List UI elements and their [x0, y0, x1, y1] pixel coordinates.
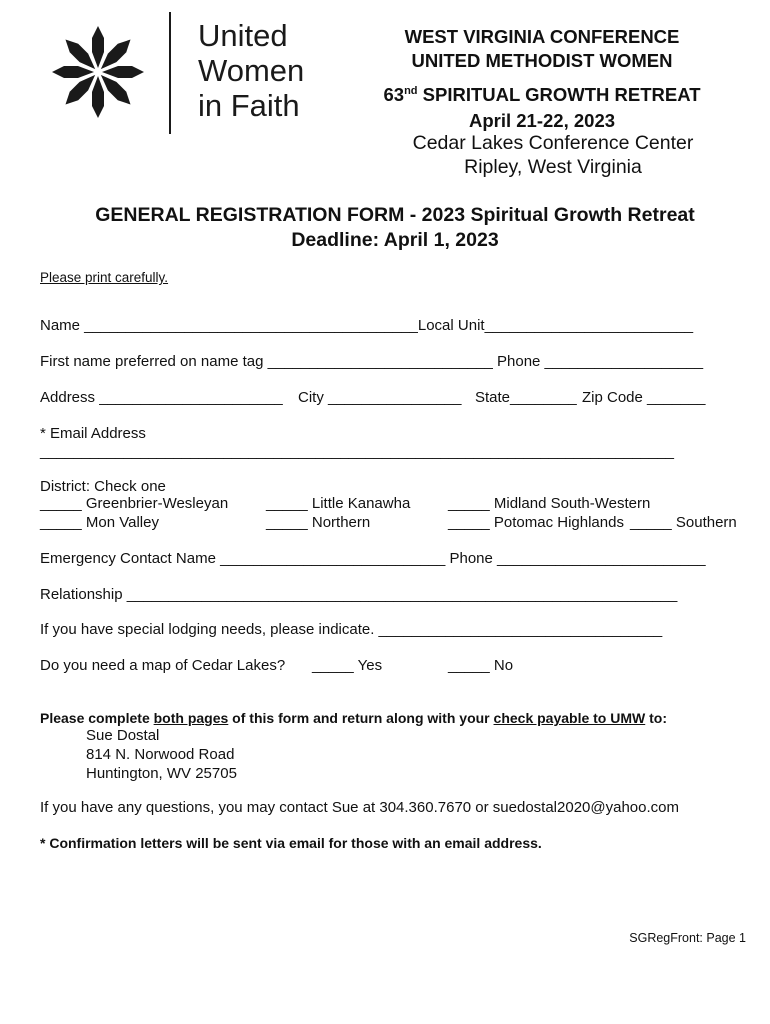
- form-deadline: Deadline: April 1, 2023: [291, 229, 499, 251]
- contact-info: If you have any questions, you may contact Sue at 304.360.7670 or suedostal2020@yahoo.com: [40, 799, 679, 816]
- return-text-2: of this form and return along with your: [228, 710, 494, 726]
- conference-name: WEST VIRGINIA CONFERENCE: [404, 26, 680, 47]
- return-instructions: [40, 710, 667, 726]
- email-label: * Email Address: [40, 425, 146, 442]
- logo-divider: [169, 12, 171, 134]
- district-option-mon-valley[interactable]: _____ Mon Valley: [40, 514, 159, 531]
- retreat-dates: April 21-22, 2023: [468, 110, 616, 131]
- page-footer: SGRegFront: Page 1: [629, 931, 746, 945]
- district-heading: District: Check one: [40, 478, 166, 495]
- return-text-3: to:: [645, 710, 667, 726]
- lodging-needs-field[interactable]: If you have special lodging needs, please indicate. __________________________________: [40, 621, 663, 638]
- map-yes-option[interactable]: _____ Yes: [312, 657, 383, 674]
- district-option-little-kanawha[interactable]: _____ Little Kanawha: [266, 495, 411, 512]
- district-option-southern[interactable]: _____ Southern: [630, 514, 737, 531]
- venue-name: Cedar Lakes Conference Center: [412, 132, 694, 154]
- organization-name: UNITED METHODIST WOMEN: [411, 50, 673, 71]
- relationship-field[interactable]: Relationship __________________________________________________________________: [40, 586, 678, 603]
- mailing-street: 814 N. Norwood Road: [86, 746, 235, 763]
- both-pages-emphasis: both pages: [153, 710, 229, 726]
- state-field[interactable]: State________: [475, 389, 577, 406]
- emergency-contact-field[interactable]: Emergency Contact Name ___________________________ Phone _________________________: [40, 550, 706, 567]
- map-question: Do you need a map of Cedar Lakes?: [40, 657, 286, 674]
- form-title: GENERAL REGISTRATION FORM - 2023 Spiritual Growth Retreat: [95, 204, 695, 226]
- name-tag-phone-field[interactable]: First name preferred on name tag ___________________________ Phone ___________________: [40, 353, 704, 370]
- zip-code-field[interactable]: Zip Code _______: [582, 389, 706, 406]
- name-local-unit-field[interactable]: Name ________________________________________Local Unit_________________________: [40, 317, 694, 334]
- retreat-name: [357, 84, 727, 106]
- city-field[interactable]: City ________________: [298, 389, 462, 406]
- logo-wordmark: [198, 18, 304, 123]
- logo-line-2: Women: [198, 53, 305, 88]
- logo-line-3: in Faith: [198, 88, 300, 123]
- address-field[interactable]: Address ______________________: [40, 389, 283, 406]
- retreat-title: SPIRITUAL GROWTH RETREAT: [417, 84, 701, 105]
- retreat-number: 63: [383, 84, 405, 105]
- check-payable-emphasis: check payable to UMW: [493, 710, 646, 726]
- venue-location: Ripley, West Virginia: [464, 156, 642, 178]
- united-women-in-faith-logo-icon: [50, 24, 146, 120]
- district-option-midland-south-western[interactable]: _____ Midland South-Western: [448, 495, 651, 512]
- print-instruction: Please print carefully.: [40, 270, 169, 285]
- confirmation-note: * Confirmation letters will be sent via email for those with an email address.: [40, 835, 542, 851]
- district-option-northern[interactable]: _____ Northern: [266, 514, 371, 531]
- retreat-number-suffix: nd: [404, 84, 418, 97]
- district-option-potomac-highlands[interactable]: _____ Potomac Highlands: [448, 514, 624, 531]
- mailing-city-state-zip: Huntington, WV 25705: [86, 765, 237, 782]
- district-option-greenbrier-wesleyan[interactable]: _____ Greenbrier-Wesleyan: [40, 495, 229, 512]
- mailing-name: Sue Dostal: [86, 727, 160, 744]
- return-text-1: Please complete: [40, 710, 154, 726]
- logo-line-1: United: [198, 18, 288, 53]
- map-no-option[interactable]: _____ No: [448, 657, 514, 674]
- email-field[interactable]: ____________________________________________________________________________: [40, 443, 675, 460]
